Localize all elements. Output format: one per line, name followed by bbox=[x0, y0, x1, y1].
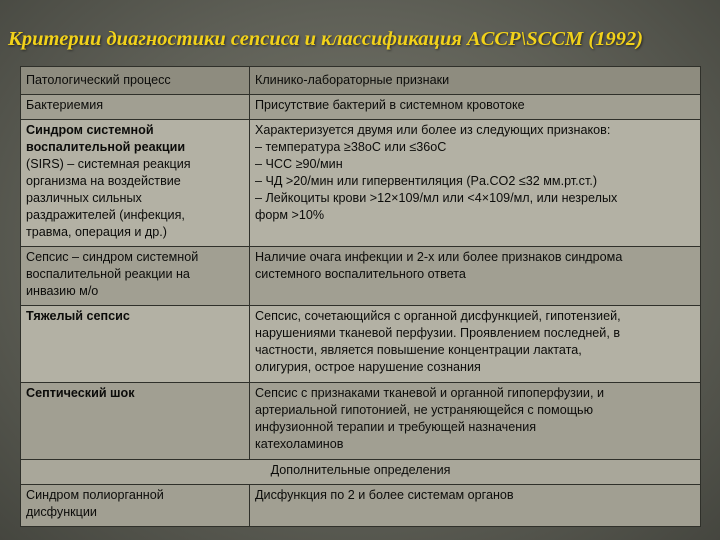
row-process bbox=[21, 383, 250, 460]
signs-line: Наличие очага инфекции и 2-х или более признаков синдрома bbox=[255, 250, 623, 264]
process-line: раздражителей (инфекция, bbox=[26, 208, 185, 222]
header-process: Патологический процесс bbox=[21, 67, 250, 95]
process-line: дисфункции bbox=[26, 505, 97, 519]
table-row-sirs bbox=[21, 120, 701, 247]
signs-line: артериальной гипотонией, не устраняющейся с помощью bbox=[255, 403, 594, 417]
table-row-sepsis bbox=[21, 247, 701, 306]
signs-line: – ЧД >20/мин или гипервентиляция (Pa.CO2 ≤32 мм.рт.ст.) bbox=[255, 174, 598, 188]
signs-line: – ЧСС ≥90/мин bbox=[255, 157, 343, 171]
signs-line: форм >10% bbox=[255, 208, 325, 222]
process-label: Тяжелый сепсис bbox=[26, 309, 130, 323]
signs-line: Сепсис с признаками тканевой и органной гипоперфузии, и bbox=[255, 386, 605, 400]
row-process bbox=[21, 95, 250, 120]
signs-line: системного воспалительного ответа bbox=[255, 267, 466, 281]
signs-line: – Лейкоциты крови >12×109/мл или <4×109/мл, или незрелых bbox=[255, 191, 618, 205]
row-process bbox=[21, 306, 250, 383]
sepsis-criteria-table bbox=[20, 66, 701, 527]
row-process bbox=[21, 485, 250, 527]
table-row-bacteremia bbox=[21, 95, 701, 120]
table-header-row bbox=[21, 67, 701, 95]
process-line: Синдром полиорганной bbox=[26, 488, 164, 502]
signs-line: нарушениями тканевой перфузии. Проявлением последней, в bbox=[255, 326, 621, 340]
signs-line: частности, является повышение концентрации лактата, bbox=[255, 343, 582, 357]
row-signs bbox=[250, 247, 701, 306]
process-line: (SIRS) – системная реакция bbox=[26, 157, 191, 171]
row-signs bbox=[250, 383, 701, 460]
signs-line: олигурия, острое нарушение сознания bbox=[255, 360, 481, 374]
signs-line: катехоламинов bbox=[255, 437, 344, 451]
signs-line: Присутствие бактерий в системном кровотоке bbox=[255, 98, 525, 112]
row-signs bbox=[250, 120, 701, 247]
table-row-multiple-organ-dysfunction bbox=[21, 485, 701, 527]
additional-definitions-row bbox=[21, 460, 701, 485]
row-process bbox=[21, 247, 250, 306]
header-signs: Клинико-лабораторные признаки bbox=[250, 67, 701, 95]
slide-title: Критерии диагностики сепсиса и классификация ACCP\SCCM (1992) bbox=[8, 28, 644, 50]
process-line: Синдром системной bbox=[26, 123, 154, 137]
process-label: Септический шок bbox=[26, 386, 135, 400]
process-line: инвазию м/о bbox=[26, 284, 99, 298]
process-line: различных сильных bbox=[26, 191, 142, 205]
row-signs bbox=[250, 306, 701, 383]
process-line: Сепсис – синдром системной bbox=[26, 250, 199, 264]
signs-line: инфузионной терапии и требующей назначения bbox=[255, 420, 537, 434]
signs-line: Характеризуется двумя или более из следующих признаков: bbox=[255, 123, 611, 137]
process-line: воспалительной реакции bbox=[26, 140, 186, 154]
process-label: Бактериемия bbox=[26, 98, 104, 112]
table-row-severe-sepsis bbox=[21, 306, 701, 383]
process-line: организма на воздействие bbox=[26, 174, 181, 188]
row-signs bbox=[250, 95, 701, 120]
process-line: травма, операция и др.) bbox=[26, 225, 167, 239]
table-row-septic-shock bbox=[21, 383, 701, 460]
additional-definitions-header: Дополнительные определения bbox=[21, 460, 701, 485]
signs-line: Сепсис, сочетающийся с органной дисфункцией, гипотензией, bbox=[255, 309, 621, 323]
signs-line: – температура ≥38оС или ≤36оС bbox=[255, 140, 447, 154]
row-signs bbox=[250, 485, 701, 527]
process-line: воспалительной реакции на bbox=[26, 267, 190, 281]
row-process bbox=[21, 120, 250, 247]
signs-line: Дисфункция по 2 и более системам органов bbox=[255, 488, 514, 502]
